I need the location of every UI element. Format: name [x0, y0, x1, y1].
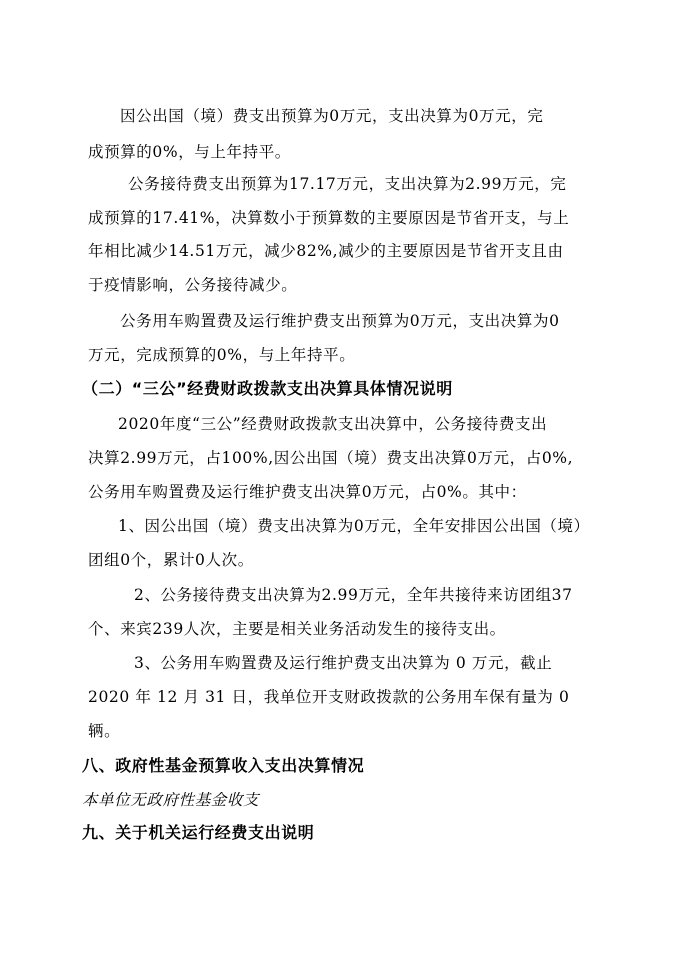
- text-line: 成预算的17.41%，决算数小于预算数的主要原因是节省开支，与上: [88, 209, 570, 227]
- text-line: 2020年度“三公”经费财政拨款支出决算中，公务接待费支出: [118, 415, 548, 433]
- text-line: 公务接待费支出预算为17.17万元，支出决算为2.99万元，完: [128, 175, 567, 193]
- section-eight-note: 本单位无政府性基金收支: [82, 791, 260, 809]
- section-heading-eight: 八、政府性基金预算收入支出决算情况: [82, 756, 365, 775]
- section-heading-nine: 九、关于机关运行经费支出说明: [82, 823, 315, 842]
- text-line: 2020 年 12 月 31 日，我单位开支财政拨款的公务用车保有量为 0: [88, 688, 570, 706]
- text-line: 3、公务用车购置费及运行维护费支出决算为 0 万元，截止: [134, 654, 553, 672]
- text-line: 1、因公出国（境）费支出决算为0万元，全年安排因公出国（境）: [118, 517, 590, 535]
- text-line: 个、来宾239人次，主要是相关业务活动发生的接待支出。: [88, 620, 506, 638]
- section-heading-two: （二）“三公”经费财政拨款支出决算具体情况说明: [82, 379, 453, 398]
- text-line: 万元，完成预算的0%，与上年持平。: [88, 346, 356, 364]
- text-line: 团组0个，累计0人次。: [88, 551, 254, 569]
- text-line: 因公出国（境）费支出预算为0万元，支出决算为0万元，完: [120, 107, 544, 125]
- text-line: 公务用车购置费及运行维护费支出决算0万元，占0%。其中：: [88, 483, 527, 501]
- text-line: 2、公务接待费支出决算为2.99万元，全年共接待来访团组37: [134, 586, 573, 604]
- text-line: 年相比减少14.51万元，减少82%,减少的主要原因是节省开支且由: [88, 242, 564, 260]
- text-line: 于疫情影响，公务接待减少。: [88, 276, 298, 294]
- text-line: 决算2.99万元，占100%,因公出国（境）费支出决算0万元，占0%,: [88, 449, 574, 467]
- text-line: 公务用车购置费及运行维护费支出预算为0万元，支出决算为0: [120, 312, 560, 330]
- text-line: 辆。: [88, 722, 121, 740]
- text-line: 成预算的0%，与上年持平。: [88, 143, 291, 161]
